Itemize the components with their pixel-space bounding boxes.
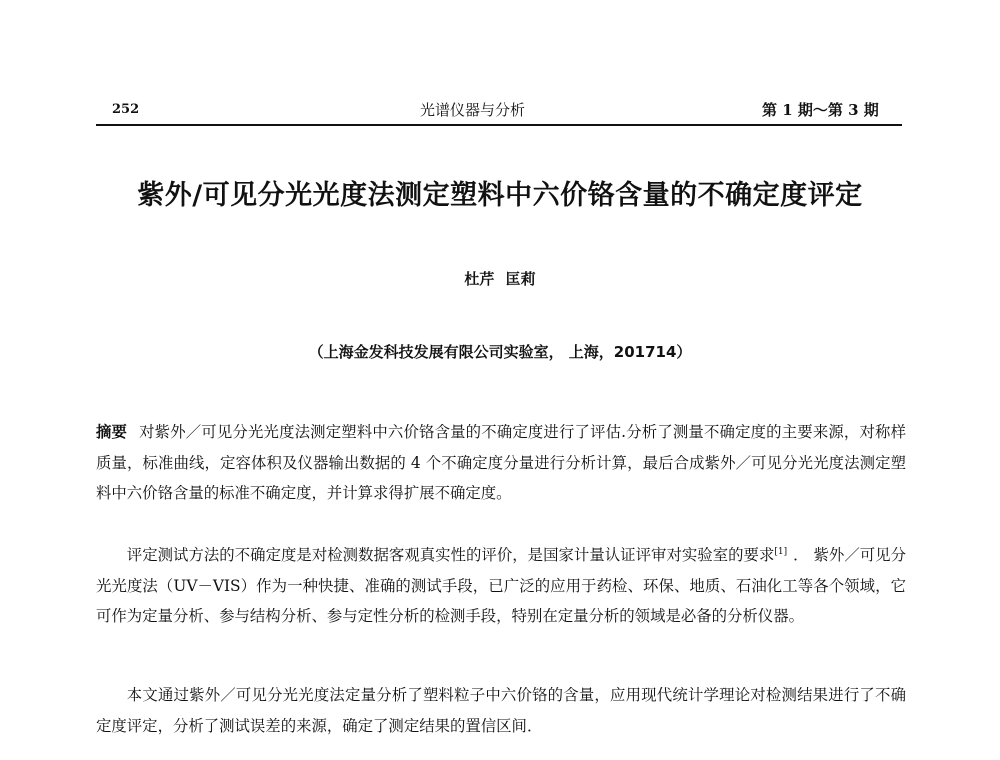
paragraph-1-text-b: ． 紫外／可见分光光度法（UV－VIS）作为一种快捷、准确的测试手段，已广泛的应用于药检、环保、地质、石油化工等各个领域，它可作为定量分析、参与结构分析、参与定性分析的检测手段，特别在定量分析的领域是必备的分析仪器。	[96, 546, 906, 625]
abstract-label: 摘要	[96, 423, 128, 441]
paragraph-1-text-a: 评定测试方法的不确定度是对检测数据客观真实性的评价，是国家计量认证评审对实验室的要求	[126, 546, 775, 564]
author-list: 杜芹 匡莉	[464, 270, 536, 288]
issue-label: 第 1 期～第 3 期	[762, 101, 879, 119]
journal-name: 光谱仪器与分析	[420, 101, 526, 119]
affiliation: （上海金发科技发展有限公司实验室， 上海，201714）	[308, 343, 692, 361]
header-rule	[96, 124, 902, 126]
paragraph-2-text: 本文通过紫外／可见分光光度法定量分析了塑料粒子中六价铬的含量，应用现代统计学理论对检测结果进行了不确定度评定，分析了测试误差的来源，确定了测定结果的置信区间．	[96, 686, 906, 735]
citation-ref-1: [1]	[774, 546, 788, 557]
paper-title: 紫外/可见分光光度法测定塑料中六价铬含量的不确定度评定	[137, 180, 863, 211]
body-paragraph-2	[96, 680, 906, 741]
body-paragraph-1	[96, 540, 906, 632]
abstract-text: 对紫外／可见分光光度法测定塑料中六价铬含量的不确定度进行了评估.分析了测量不确定度的主要来源，对称样质量，标准曲线，定容体积及仪器输出数据的 4 个不确定度分量进行分析计算，最后合成紫外／可见分光光度法测定塑料中六价铬含量的标准不确定度，并计算求得扩展不确定度。	[96, 423, 906, 502]
abstract	[96, 417, 906, 509]
page-number: 252	[112, 102, 140, 117]
